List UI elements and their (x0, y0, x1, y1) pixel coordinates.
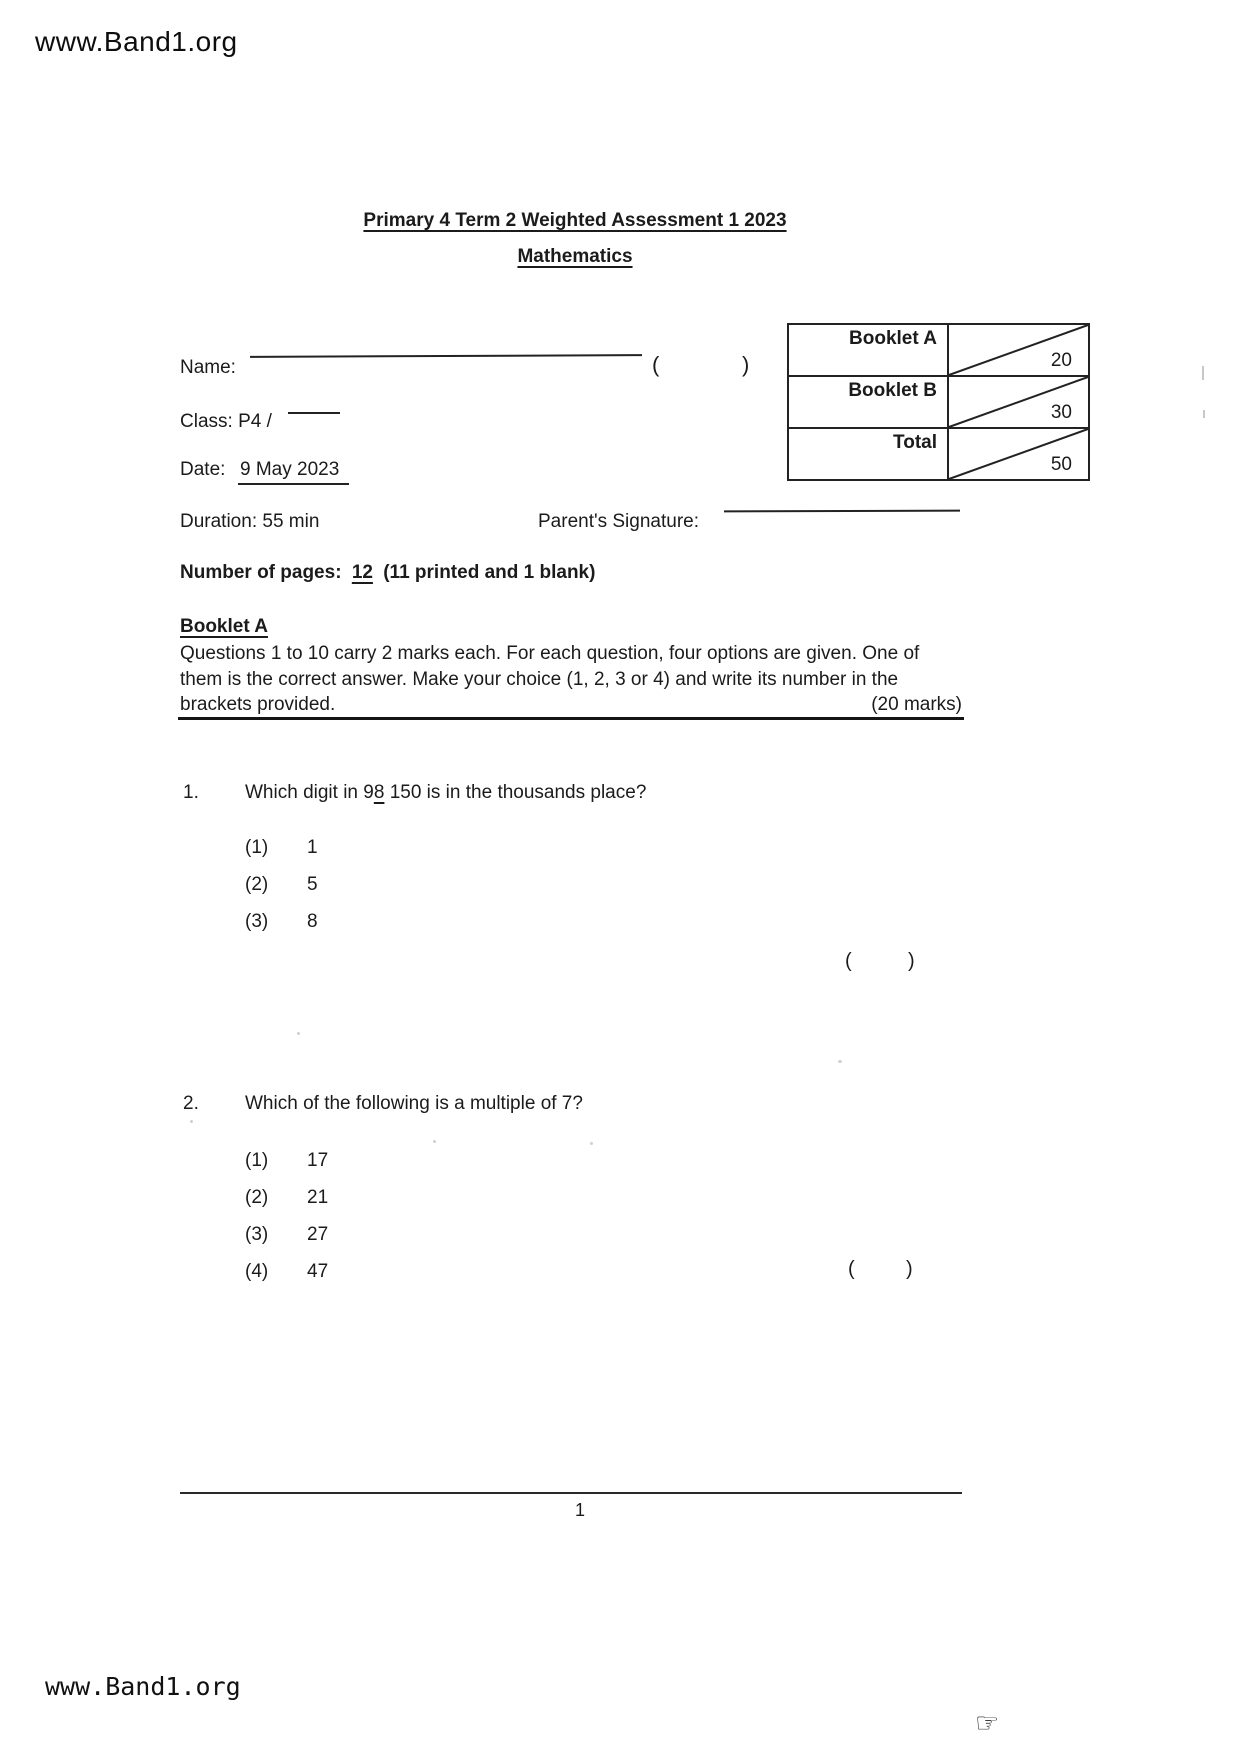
scan-speck (297, 1032, 300, 1035)
question-2-number: 2. (183, 1093, 199, 1114)
scan-edge-artifact (1203, 410, 1205, 418)
page-number: 1 (574, 1500, 585, 1520)
marks-table-score: 20 (1050, 350, 1072, 371)
subject-title: Mathematics (517, 246, 633, 267)
marks-note: (20 marks) (871, 694, 962, 715)
q2-option-key: (3) (245, 1224, 269, 1245)
footer-divider (180, 1492, 962, 1494)
q2-option-value: 47 (307, 1261, 329, 1282)
pages-value: 12 (351, 562, 373, 583)
q2-answer-bracket-open: ( (848, 1258, 855, 1280)
question-1-number: 1. (183, 782, 199, 803)
q2-answer-bracket-close: ) (906, 1258, 913, 1280)
scan-edge-artifact (1202, 366, 1204, 380)
date-value: 9 May 2023 (238, 459, 349, 485)
page-title: Primary 4 Term 2 Weighted Assessment 1 2023 (363, 210, 787, 231)
signature-blank-line (724, 510, 960, 513)
q1-answer-bracket-open: ( (845, 950, 852, 972)
q1-option-key: (1) (245, 837, 269, 858)
date-label: Date: (180, 459, 226, 480)
watermark-bottom: www.Band1.org (45, 1672, 241, 1701)
scan-speck (433, 1140, 436, 1143)
marks-table-score: 50 (1050, 454, 1072, 475)
q1-option-value: 5 (307, 874, 318, 895)
q1-option-value: 8 (307, 911, 318, 932)
class-blank-line (288, 412, 340, 414)
section-divider (178, 717, 964, 720)
name-label: Name: (180, 357, 236, 378)
q2-option-key: (1) (245, 1150, 269, 1171)
pages-prefix: Number of pages: (180, 562, 342, 583)
q2-option-value: 27 (307, 1224, 329, 1245)
marks-table-label: Total (789, 429, 949, 479)
mouse-pointer-icon: ☞ (975, 1708, 1000, 1739)
scan-speck (590, 1142, 593, 1145)
q1-answer-bracket-close: ) (908, 950, 915, 972)
marks-table-label: Booklet A (789, 325, 949, 375)
q1-option-key: (3) (245, 911, 269, 932)
marks-table-label: Booklet B (789, 377, 949, 427)
class-label: Class: P4 / (180, 411, 272, 432)
watermark-top: www.Band1.org (35, 26, 238, 57)
q1-option-value: 1 (307, 837, 318, 858)
name-blank-line (250, 354, 642, 358)
instructions-line1: Questions 1 to 10 carry 2 marks each. For each question, four options are given. One of (180, 643, 920, 664)
question-1-text: Which digit in 98 150 is in the thousands place? (245, 782, 647, 803)
pages-line (180, 562, 595, 584)
marks-table-row (789, 325, 1088, 377)
signature-label: Parent's Signature: (538, 511, 699, 532)
q2-option-key: (4) (245, 1261, 269, 1282)
index-bracket-close: ) (742, 352, 750, 377)
q2-option-value: 17 (307, 1150, 329, 1171)
marks-table-score: 30 (1050, 402, 1072, 423)
marks-table (787, 323, 1090, 481)
marks-table-score-cell (949, 325, 1088, 375)
instructions-line3: brackets provided. (180, 694, 336, 715)
q2-option-key: (2) (245, 1187, 269, 1208)
index-bracket-open: ( (652, 352, 660, 377)
marks-table-score-cell (949, 377, 1088, 427)
scan-speck (838, 1060, 842, 1063)
instructions-line2: them is the correct answer. Make your choice (1, 2, 3 or 4) and write its number in the (180, 669, 899, 690)
pages-suffix: (11 printed and 1 blank) (383, 562, 596, 583)
booklet-a-heading: Booklet A (180, 616, 268, 637)
marks-table-score-cell (949, 429, 1088, 479)
marks-table-row (789, 377, 1088, 429)
q2-option-value: 21 (307, 1187, 329, 1208)
marks-table-row (789, 429, 1088, 479)
question-2-text: Which of the following is a multiple of 7? (245, 1093, 583, 1114)
duration-label: Duration: 55 min (180, 511, 320, 532)
q1-option-key: (2) (245, 874, 269, 895)
scan-speck (190, 1120, 193, 1123)
